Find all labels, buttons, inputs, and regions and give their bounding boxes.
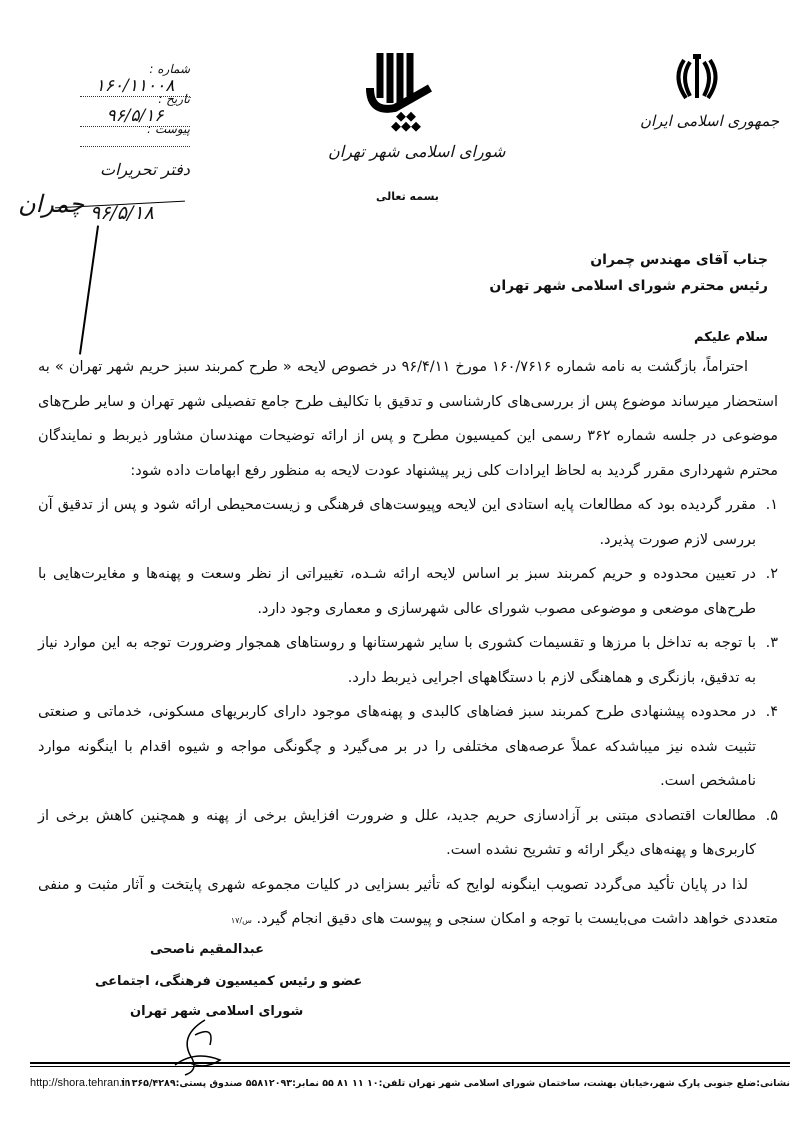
intro-paragraph: احتراماً، بازگشت به نامه شماره ۱۶۰/۷۶۱۶ مورخ ۹۶/۴/۱۱ در خصوص لایحه « طرح کمربند سبز حریم شهر تهران » به استحضار میرساند موضوع پس از بررسی‌های کارشناسی و تدقیق با تکالیف طرح جامع تفصیلی شهر تهران و سایر طرح‌های موضوعی در جلسه شماره ۳۶۲ رسمی این کمیسیون مطرح و پس از ارائه توضیحات مهندسان مشاور ذیربط و نمایندگان محترم شهرداری مقرر گردید به لحاظ ایرادات کلی زیر پیشنهاد عودت لایحه به منظور رفع ابهامات داده شود: [38,359,779,479]
footer-rule-thin [30,1066,790,1067]
list-item [38,799,778,868]
item-number: ۳. [765,635,778,651]
letter-body [38,350,778,939]
bismillah: بسمه تعالی [376,190,439,203]
list-item [38,626,778,695]
country-title: جمهوری اسلامی ایران [640,112,780,130]
list-item [38,695,778,799]
item-text: با توجه به تداخل با مرزها و تقسیمات کشوری با سایر شهرستانها و روستاهای همجوار وضرورت توجه به این موارد نیاز به تدقیق، بازنگری و هماهنگی لازم با دستگاههای اجرایی ذیربط دارد. [38,635,756,686]
attachment-field [60,122,190,150]
received-stamp: دفتر تحریرات [100,160,190,179]
council-name: شورای اسلامی شهر تهران [328,142,506,161]
closing-text: لذا در پایان تأکید می‌گردد تصویب اینگونه لوایح که تأثیر بسزایی در کلیات مجموعه شهری پایتخت و آثار مثبت و منفی متعددی خواهد داشت می‌بایست با توجه و امکان سنجی و پیوست های دقیق انجام گیرد. [38,876,778,927]
item-number: ۲. [765,566,778,582]
list-item [38,557,778,626]
item-text: در تعیین محدوده و حریم کمربند سبز بر اساس لایحه ارائه شـده، تغییراتی از نظر وسعت و پهنه‌ها و مغایرت‌هایی با طرح‌های موضعی و موضوعی مصوب شورای عالی شهرسازی و معماری وجود دارد. [38,566,756,617]
attachment-label: پیوست : [147,122,190,136]
footer-rule [30,1062,790,1064]
handwritten-name: چمران [18,190,85,218]
item-text: مطالعات اقتصادی مبتنی بر آزادسازی حریم جدید، علل و ضرورت افزایش برخی از پهنه و همچنین کاهش برخی از کاربری‌ها و پهنه‌های دیگر ارائه و تشریح نشده است. [38,807,756,858]
greeting: سلام علیکم [694,330,768,345]
item-text: مقرر گردیده بود که مطالعات پایه استادی این لایحه وپیوست‌های فرهنگی و زیست‌محیطی ارائه شود و پس از تدقیق آن بررسی لازم صورت پذیرد. [38,497,756,548]
council-logo-icon [360,48,440,147]
footer-address: نشانی:ضلع جنوبی پارک شهر،خیابان بهشت، ساختمان شورای اسلامی شهر تهران تلفن:۱۰ ۱۱ ۸۱ ۵۵ نمابر:۵۵۸۱۲۰۹۳ صندوق پستی:۱۱۳۶۵/۴۲۸۹ [119,1078,790,1089]
number-value: ۱۶۰/۱۱۰۰۸ [80,76,190,97]
recipient-title: رئیس محترم شورای اسلامی شهر تهران [489,278,768,294]
iran-emblem-icon [672,52,722,106]
item-number: ۱. [765,497,778,513]
closing-paragraph [38,868,778,939]
signer-title: عضو و رئیس کمیسیون فرهنگی، اجتماعی [95,974,363,989]
signature-icon [165,1015,235,1084]
signer-name: عبدالمقیم ناصحی [150,942,264,957]
closing-note: س/۱۷ [230,916,252,925]
item-text: در محدوده پیشنهادی طرح کمربند سبز فضاهای کالبدی و پهنه‌های موجود دارای کاربریهای مسکونی، خدماتی و صنعتی تثبیت شده نیز میباشدکه عملاً عرصه‌های مختلفی را در بر می‌گیرد و چگونگی مواجه و شیوه اقدام با اینگونه موارد نامشخص است. [38,704,756,789]
item-number: ۴. [765,704,778,720]
date-value: ۹۶/۵/۱۶ [80,106,190,127]
number-label: شماره : [149,62,190,76]
margin-stroke [79,225,99,354]
list-item [38,488,778,557]
signer-org: شورای اسلامی شهر تهران [130,1004,304,1019]
item-number: ۵. [765,807,778,824]
footer-website[interactable]: http://shora.tehran.ir [30,1077,129,1089]
recipient: جناب آقای مهندس چمران [590,252,768,268]
date-label: تاریخ : [158,92,190,106]
received-date: ۹۶/۵/۱۸ [90,202,154,224]
